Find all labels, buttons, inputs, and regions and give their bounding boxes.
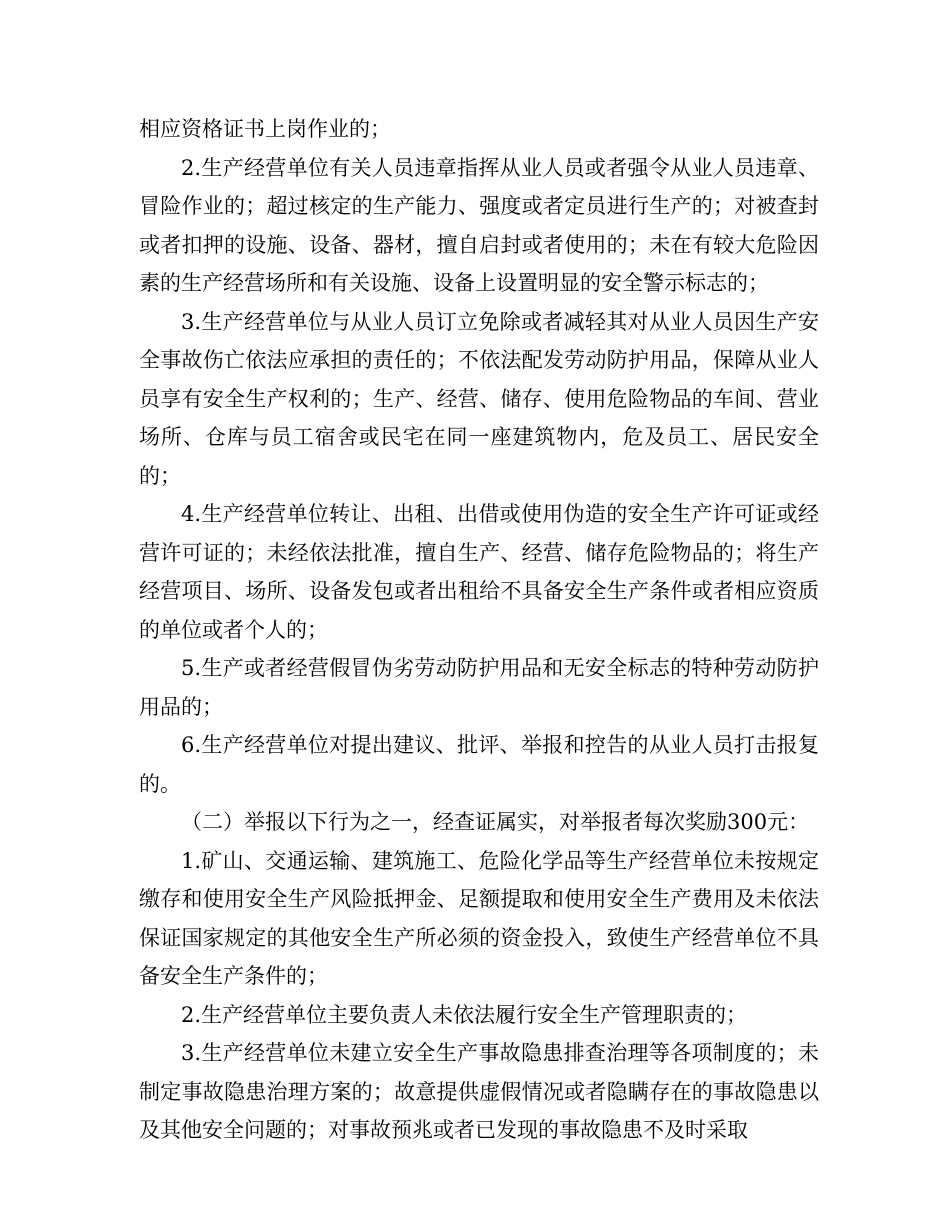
paragraph-item-3: 3.生产经营单位与从业人员订立免除或者减轻其对从业人员因生产安全事故伤亡依法应承担的责任的；不依法配发劳动防护用品，保障从业人员享有安全生产权利的；生产、经营、储存、使用危险物品的车间、营业场所、仓库与员工宿舍或民宅在同一座建筑物内，危及员工、居民安全的； [139, 309, 819, 488]
paragraph-section2-item-1: 1.矿山、交通运输、建筑施工、危险化学品等生产经营单位未按规定缴存和使用安全生产风险抵押金、足额提取和使用安全生产费用及未依法保证国家规定的其他安全生产所必须的资金投入，致使生产经营单位不具备安全生产条件的； [139, 848, 819, 988]
paragraph-continuation: 相应资格证书上岗作业的； [139, 117, 391, 141]
paragraph-item-4: 4.生产经营单位转让、出租、出借或使用伪造的安全生产许可证或经营许可证的；未经依法批准，擅自生产、经营、储存危险物品的；将生产经营项目、场所、设备发包或者出租给不具备安全生产条件或者相应资质的单位或者个人的； [139, 502, 819, 642]
paragraph-item-6: 6.生产经营单位对提出建议、批评、举报和控告的从业人员打击报复的。 [139, 733, 819, 796]
document-body [139, 110, 819, 1150]
section-heading-two: （二）举报以下行为之一，经查证属实，对举报者每次奖励300元： [181, 810, 810, 834]
paragraph-item-5: 5.生产或者经营假冒伪劣劳动防护用品和无安全标志的特种劳动防护用品的； [139, 656, 819, 719]
paragraph-item-2: 2.生产经营单位有关人员违章指挥从业人员或者强令从业人员违章、冒险作业的；超过核定的生产能力、强度或者定员进行生产的；对被查封或者扣押的设施、设备、器材，擅自启封或者使用的；未在有较大危险因素的生产经营场所和有关设施、设备上设置明显的安全警示标志的； [139, 155, 819, 295]
paragraph-section2-item-3: 3.生产经营单位未建立安全生产事故隐患排查治理等各项制度的；未制定事故隐患治理方案的；故意提供虚假情况或者隐瞒存在的事故隐患以及其他安全问题的；对事故预兆或者已发现的事故隐患不及时采取 [139, 1041, 819, 1142]
paragraph-section2-item-2: 2.生产经营单位主要负责人未依法履行安全生产管理职责的； [181, 1002, 748, 1027]
